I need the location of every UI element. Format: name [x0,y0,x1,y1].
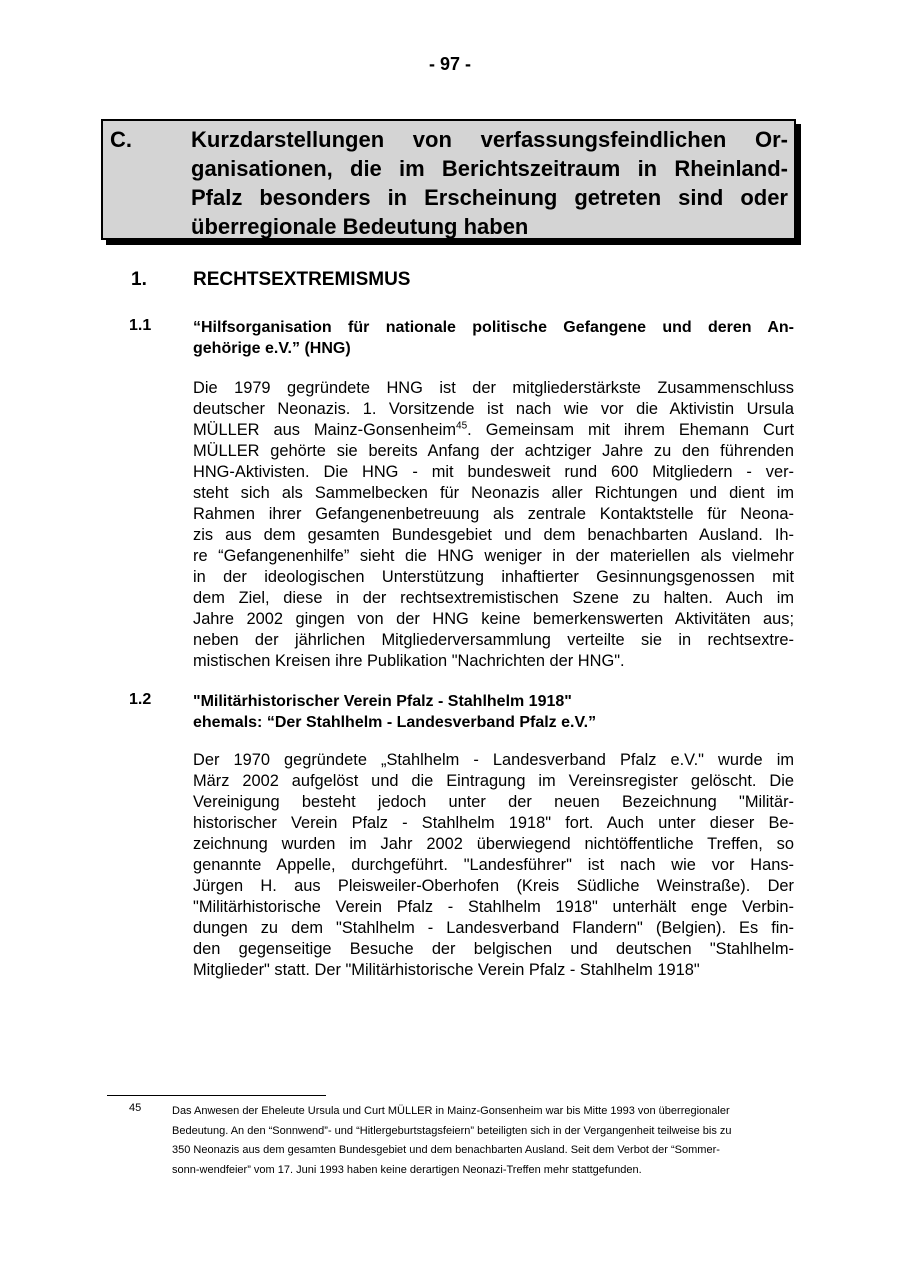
paragraph-line: mistischen Kreisen ihre Publikation "Nachrichten der HNG". [193,652,625,670]
paragraph-line: Der 1970 gegründete „Stahlhelm - Landesverband Pfalz e.V." wurde im [193,751,794,769]
paragraph-line: März 2002 aufgelöst und die Eintragung im Vereinsregister gelöscht. Die [193,772,794,790]
section-title-line: ehemals: “Der Stahlhelm - Landesverband Pfalz e.V.” [193,714,597,731]
section-1-2-number: 1.2 [129,691,152,708]
section-title-line: gehörige e.V.” (HNG) [193,340,351,357]
section-1-1-paragraph [193,378,794,672]
chapter-title-line: Kurzdarstellungen von verfassungsfeindlichen Or- [191,127,788,152]
paragraph-line: dungen zu dem "Stahlhelm - Landesverband Flandern" (Belgien). Es fin- [193,919,794,937]
paragraph-line [193,420,794,441]
paragraph-text: MÜLLER aus Mainz-Gonsenheim [193,421,457,439]
chapter-heading-box [101,119,796,240]
section-1-1-title [193,317,794,359]
paragraph-line: dem Ziel, diese in der rechtsextremistischen Szene zu halten. Auch im [193,589,794,607]
paragraph-line: zis aus dem gesamten Bundesgebiet und dem benachbarten Ausland. Ih- [193,526,794,544]
paragraph-line: Jürgen H. aus Pleisweiler-Oberhofen (Kreis Südliche Weinstraße). Der [193,877,794,895]
paragraph-line: HNG-Aktivisten. Die HNG - mit bundesweit rund 600 Mitgliedern - ver- [193,463,794,481]
page-number: - 97 - [428,54,471,74]
footnote-number: 45 [129,1102,142,1114]
paragraph-line: "Militärhistorische Verein Pfalz - Stahlhelm 1918" unterhält enge Verbin- [193,898,794,916]
paragraph-line: neben der jährlichen Mitgliederversammlung verteilte sie in rechtsextre- [193,631,794,649]
paragraph-line: Jahre 2002 gingen von der HNG keine bemerkenswerten Aktivitäten aus; [193,610,794,628]
section-1-2-title [193,691,794,733]
paragraph-line: re “Gefangenenhilfe” sieht die HNG weniger in der materiellen als vielmehr [193,547,794,565]
footnote-reference[interactable]: 45 [456,420,468,432]
footnote-line: Bedeutung. An den “Sonnwend”- und “Hitlergeburtstagsfeiern” beteiligten sich in der Vergangenheit teilweise bis zu [172,1124,732,1137]
section-1-1-number: 1.1 [129,317,152,334]
paragraph-line: MÜLLER gehörte sie bereits Anfang der achtziger Jahre zu den führenden [193,442,794,460]
paragraph-line: historischer Verein Pfalz - Stahlhelm 1918" fort. Auch unter dieser Be- [193,814,794,832]
chapter-letter: C. [110,127,132,152]
paragraph-text: . Gemeinsam mit ihrem Ehemann Curt [467,421,794,439]
footnote-text [172,1102,792,1180]
section-1-2-paragraph [193,750,794,981]
footnote-line: 350 Neonazis aus dem gesamten Bundesgebiet und dem benachbarten Ausland. Seit dem Verbot der “Sommer- [172,1144,720,1156]
section-title-line: "Militärhistorischer Verein Pfalz - Stahlhelm 1918" [193,693,572,710]
section-title-line: “Hilfsorganisation für nationale politische Gefangene und deren An- [193,319,794,336]
paragraph-line: Vereinigung besteht jedoch unter der neuen Bezeichnung "Militär- [193,793,794,811]
section-1-title: RECHTSEXTREMISMUS [193,269,411,290]
paragraph-line: genannte Appelle, durchgeführt. "Landesführer" ist nach wie vor Hans- [193,856,794,874]
footnote-line: sonn-wendfeier” vom 17. Juni 1993 haben keine derartigen Neonazi-Treffen mehr stattgefunden. [172,1163,642,1176]
chapter-title-line: ganisationen, die im Berichtszeitraum in Rheinland- [191,156,788,181]
footnote-divider [107,1095,326,1096]
paragraph-line: Rahmen ihrer Gefangenenbetreuung als zentrale Kontaktstelle für Neona- [193,505,794,523]
chapter-title-line: überregionale Bedeutung haben [191,214,529,239]
section-1-number: 1. [131,269,147,290]
paragraph-line: Die 1979 gegründete HNG ist der mitgliederstärkste Zusammenschluss [193,379,794,397]
paragraph-line: steht sich als Sammelbecken für Neonazis aller Richtungen und dient im [193,484,794,502]
chapter-title-line: Pfalz besonders in Erscheinung getreten sind oder [191,185,788,210]
paragraph-line: Mitglieder" statt. Der "Militärhistorische Verein Pfalz - Stahlhelm 1918" [193,961,700,979]
paragraph-line: deutscher Neonazis. 1. Vorsitzende ist nach wie vor die Aktivistin Ursula [193,400,794,418]
paragraph-line: den gegenseitige Besuche der belgischen und deutschen "Stahlhelm- [193,940,794,958]
footnote-line: Das Anwesen der Eheleute Ursula und Curt MÜLLER in Mainz-Gonsenheim war bis Mitte 1993 von überregionaler [172,1105,730,1117]
chapter-title [191,125,788,241]
paragraph-line: zeichnung wurden im Jahr 2002 überwiegend nichtöffentliche Treffen, so [193,835,794,853]
paragraph-line: in der ideologischen Unterstützung inhaftierter Gesinnungsgenossen mit [193,568,794,586]
